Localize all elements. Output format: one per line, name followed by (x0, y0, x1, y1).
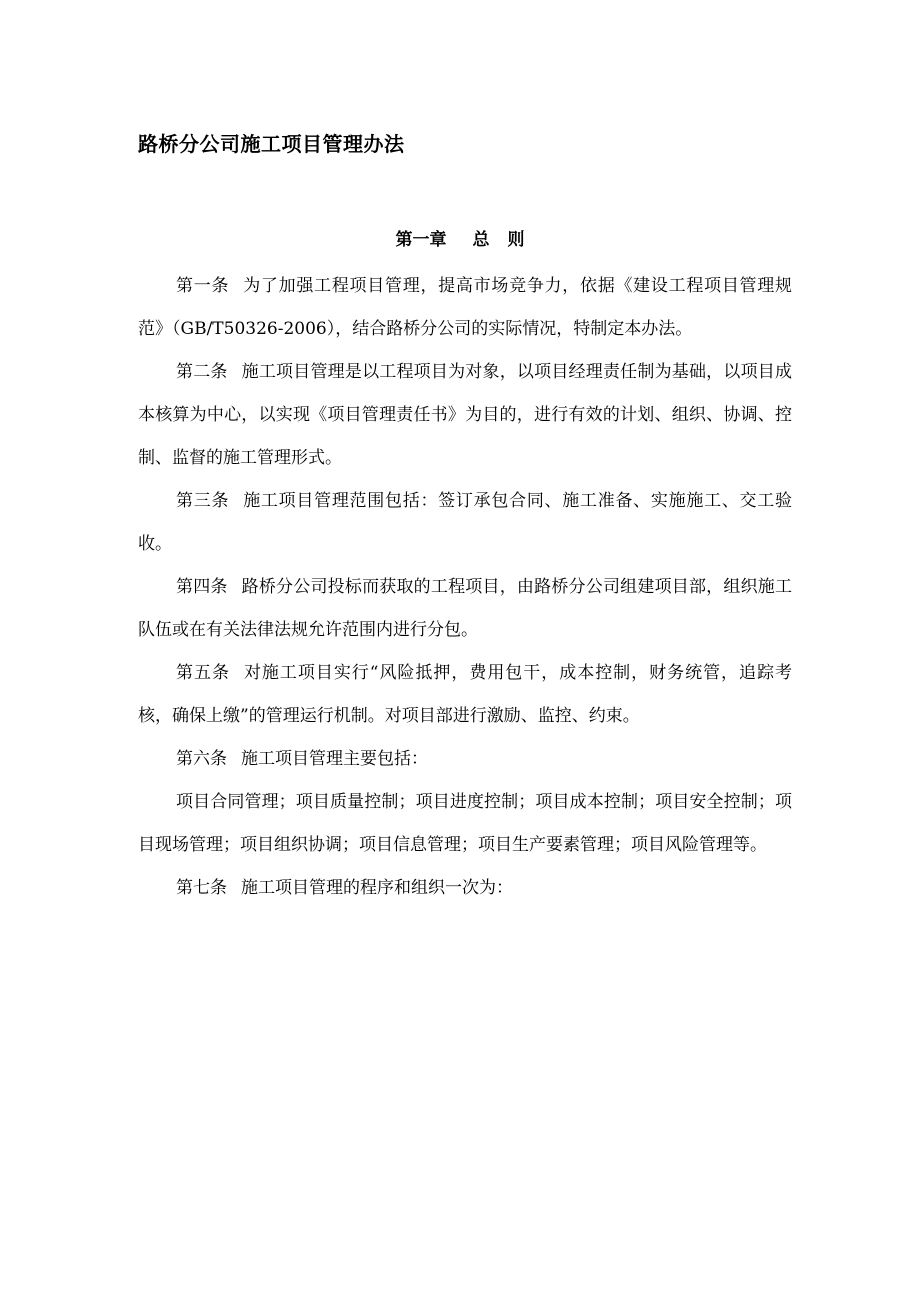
chapter-name-part1: 总 (472, 230, 490, 250)
article-text: 为了加强工程项目管理，提高市场竞争力，依据《建设工程项目管理规范》（GB/T50326-2006），结合路桥分公司的实际情况，特制定本办法。 (138, 276, 793, 339)
article-text: 施工项目管理的程序和组织一次为： (241, 878, 513, 898)
article-5 (138, 652, 792, 738)
article-text: 施工项目管理主要包括： (241, 749, 428, 769)
article-number: 第七条 (176, 878, 227, 898)
article-3 (138, 480, 792, 566)
article-number: 第五条 (176, 663, 230, 683)
article-1 (138, 265, 792, 351)
article-4 (138, 566, 792, 652)
chapter-number: 第一章 (395, 230, 447, 250)
article-text: 施工项目管理是以工程项目为对象，以项目经理责任制为基础，以项目成本核算为中心，以实现《项目管理责任书》为目的，进行有效的计划、组织、协调、控制、监督的施工管理形式。 (138, 362, 793, 468)
article-number: 第二条 (176, 362, 228, 382)
article-7 (138, 867, 792, 910)
article-text: 施工项目管理范围包括：签订承包合同、施工准备、实施施工、交工验收。 (138, 491, 793, 554)
article-2 (138, 351, 792, 480)
article-text: 对施工项目实行“风险抵押，费用包干，成本控制，财务统管，追踪考核，确保上缴”的管理运行机制。对项目部进行激励、监控、约束。 (138, 663, 792, 726)
article-number: 第一条 (176, 276, 230, 296)
article-number: 第四条 (176, 577, 228, 597)
document-body (138, 265, 792, 910)
article-number: 第六条 (176, 749, 227, 769)
management-list: 项目合同管理；项目质量控制；项目进度控制；项目成本控制；项目安全控制；项目现场管理；项目组织协调；项目信息管理；项目生产要素管理；项目风险管理等。 (138, 792, 792, 855)
article-text: 路桥分公司投标而获取的工程项目，由路桥分公司组建项目部，组织施工队伍或在有关法律法规允许范围内进行分包。 (138, 577, 793, 640)
document-title: 路桥分公司施工项目管理办法 (138, 132, 405, 156)
article-number: 第三条 (176, 491, 230, 511)
article-6 (138, 738, 792, 781)
chapter-heading (0, 228, 920, 252)
chapter-name-part2: 则 (507, 230, 525, 250)
